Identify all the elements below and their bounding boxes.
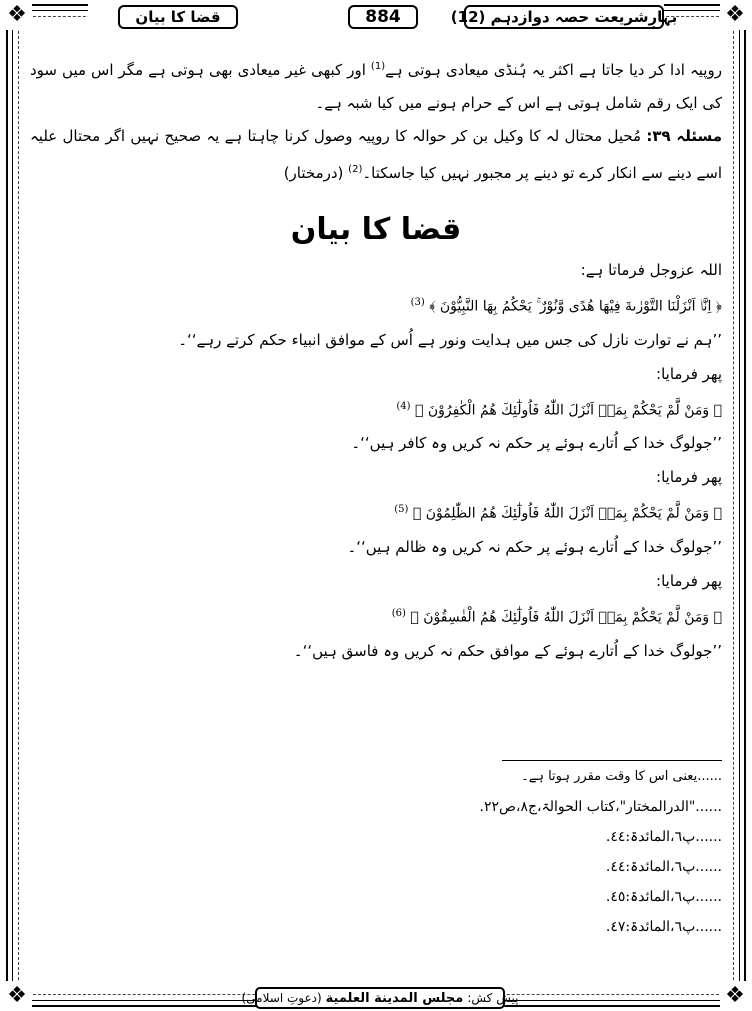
verse-intro: پھر فرمایا: xyxy=(656,364,722,383)
intro-paragraph: روپیہ ادا کر دیا جاتا ہے اکثر یہ ہُنڈی میعادی ہوتی ہے$^{(1)}$ اور کبھی غیر میعادی بھی ہوتی ہے مگر اس میں سود کی ایک رقم شامل ہوتی ہے اس کے حرام ہونے میں کیا شبہ ہے۔ xyxy=(30,61,722,112)
ayah-text: ﴿ وَمَنْ لَّمْ يَحْكُمْ بِمَاۤ اَنْزَلَ اللّٰهُ فَاُولٰٓئِكَ هُمُ الْكٰفِرُوْنَ ﴾ $^{(4)}$ xyxy=(396,400,722,419)
ayah-text: ﴿ وَمَنْ لَّمْ يَحْكُمْ بِمَاۤ اَنْزَلَ اللّٰهُ فَاُولٰٓئِكَ هُمُ الظّٰلِمُوْنَ ﴾ $^{(5)}$ xyxy=(394,504,722,522)
ayah-text: ﴿ وَمَنْ لَّمْ يَحْكُمْ بِمَاۤ اَنْزَلَ اللّٰهُ فَاُولٰٓئِكَ هُمُ الْفٰسِقُوْنَ ﴾ $^{(6)}$ xyxy=(391,607,722,626)
footnote-1: ......یعنی اس کا وقت مقرر ہوتا ہے۔ xyxy=(521,769,722,784)
footnote-ref: (1) xyxy=(370,61,386,72)
footnote-2: ......"الدرالمختار"،کتاب الحوالۃ،ج۸،ص۲۲. xyxy=(479,799,722,815)
ayah-translation: ’’ہم نے توارت نازل کی جس میں ہدایت ونور ہے اُس کے موافق انبیاء حکم کرتے رہے‘‘۔ xyxy=(178,330,722,349)
book-title: بہارِشریعت حصہ دوازدہم (12) xyxy=(464,5,664,29)
footnote-5: ......پ٦،المائدۃ:٤٥. xyxy=(605,889,722,905)
masala-source: (درمختار) xyxy=(283,164,344,182)
footer-org: مجلس المدینة العلمیة xyxy=(325,990,464,1006)
chapter-title: قضا کا بیان xyxy=(118,5,238,29)
footnote-ref: (2) xyxy=(348,164,363,175)
footnote-4: ......پ٦،المائدۃ:٤٤. xyxy=(605,859,722,875)
corner-ornament-icon: ❖ xyxy=(720,0,750,30)
verse-intro: پھر فرمایا: xyxy=(656,468,722,487)
footnote-3: ......پ٦،المائدۃ:٤٤. xyxy=(605,829,722,845)
footnote-6: ......پ٦،المائدۃ:٤٧. xyxy=(605,919,722,935)
corner-ornament-icon: ❖ xyxy=(720,981,750,1011)
masala-label: مسئلہ ۳۹: xyxy=(646,127,722,145)
page-body xyxy=(30,50,722,670)
footer-org-note: (دعوتِ اسلامی) xyxy=(241,991,322,1005)
page-header xyxy=(88,2,678,32)
ayah-translation: ’’جولوگ خدا کے اُتارے ہوئے پر حکم نہ کریں وہ ظالم ہیں‘‘۔ xyxy=(347,537,722,556)
masala-text: مُحیل محتال لہ کا وکیل بن کر حوالہ کا روپیہ وصول کرنا چاہتا ہے یہ صحیح نہیں اگر محتال علیہ اسے دینے سے انکار کرے تو دینے پر مجبور نہیں کیا جاسکتا۔ xyxy=(30,127,722,182)
verse-block xyxy=(30,462,722,562)
corner-ornament-icon: ❖ xyxy=(2,0,32,30)
ayah-text: ﴿ اِنَّاۤ اَنْزَلْنَا التَّوْرٰىةَ فِيْهَا هُدًى وَّنُوْرٌ ۚ يَحْكُمُ بِهَا النَّبِيُّوْنَ ﴾ $^{(3)}$ xyxy=(410,297,722,315)
allah-says: اللہ عزوجل فرماتا ہے: xyxy=(580,261,722,279)
verse-block xyxy=(30,566,722,666)
verse-intro: پھر فرمایا: xyxy=(656,571,722,590)
footer-presenter: پیش کش: xyxy=(467,991,519,1005)
masala-paragraph xyxy=(30,120,722,190)
corner-ornament-icon: ❖ xyxy=(2,981,32,1011)
page-footer xyxy=(241,987,519,1009)
verse-block xyxy=(30,287,722,355)
ayah-translation: ’’جولوگ خدا کے اُتارے ہوئے پر حکم نہ کریں وہ کافر ہیں‘‘۔ xyxy=(351,434,722,453)
footnotes xyxy=(302,760,722,944)
page-number: 884 xyxy=(348,5,418,29)
ayah-translation: ’’جولوگ خدا کے اُتارے ہوئے کے موافق حکم نہ کریں وہ فاسق ہیں‘‘۔ xyxy=(293,641,722,660)
verse-block xyxy=(30,359,722,459)
section-title: قضا کا بیان xyxy=(290,212,462,247)
